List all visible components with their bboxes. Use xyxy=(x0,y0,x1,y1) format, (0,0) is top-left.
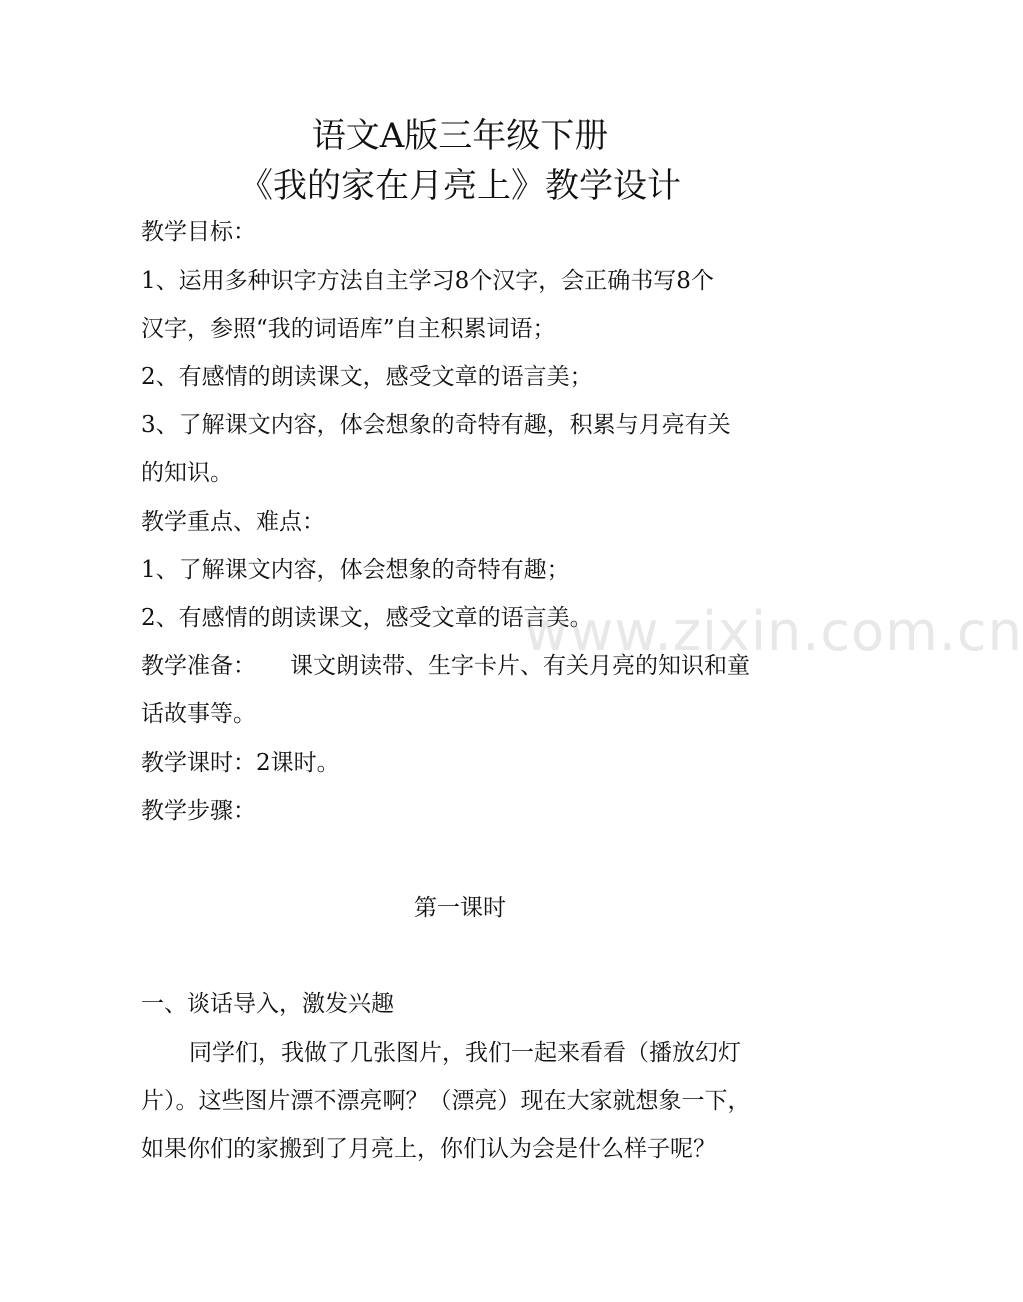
preparation-text: 课文朗读带、生字卡片、有关月亮的知识和童 xyxy=(290,653,750,679)
lesson-one-heading: 第一课时 xyxy=(414,895,506,921)
preparation-label: 教学准备： xyxy=(141,653,256,679)
key-point-2: 2、有感情的朗读课文，感受文章的语言美。 xyxy=(141,605,593,631)
objective-3-line2: 的知识。 xyxy=(141,460,233,486)
key-points-heading: 教学重点、难点： xyxy=(141,509,325,535)
objectives-heading: 教学目标： xyxy=(141,219,256,245)
objective-1-line1: 1、运用多种识字方法自主学习8个汉字，会正确书写8个 xyxy=(141,268,714,294)
section-one-para-line1: 同学们，我做了几张图片，我们一起来看看（播放幻灯 xyxy=(189,1040,741,1066)
section-one-heading: 一、谈话导入，激发兴趣 xyxy=(141,991,394,1017)
objective-1-line2: 汉字，参照“我的词语库”自主积累词语； xyxy=(141,316,556,342)
objective-2: 2、有感情的朗读课文，感受文章的语言美； xyxy=(141,364,593,390)
section-one-para-line2: 片）。这些图片漂不漂亮啊？（漂亮）现在大家就想象一下， xyxy=(141,1088,751,1114)
document-title-line2: 《我的家在月亮上》教学设计 xyxy=(239,166,681,206)
section-one-para-line3: 如果你们的家搬到了月亮上，你们认为会是什么样子呢？ xyxy=(141,1136,716,1162)
document-title-line1: 语文A版三年级下册 xyxy=(311,116,609,156)
teaching-hours: 教学课时：2课时。 xyxy=(141,750,340,776)
preparation-line2: 话故事等。 xyxy=(141,701,256,727)
steps-heading: 教学步骤： xyxy=(141,798,256,824)
objective-3-line1: 3、了解课文内容，体会想象的奇特有趣，积累与月亮有关 xyxy=(141,412,731,438)
key-point-1: 1、了解课文内容，体会想象的奇特有趣； xyxy=(141,557,570,583)
watermark: www.zixin.com.cn xyxy=(524,600,1023,663)
